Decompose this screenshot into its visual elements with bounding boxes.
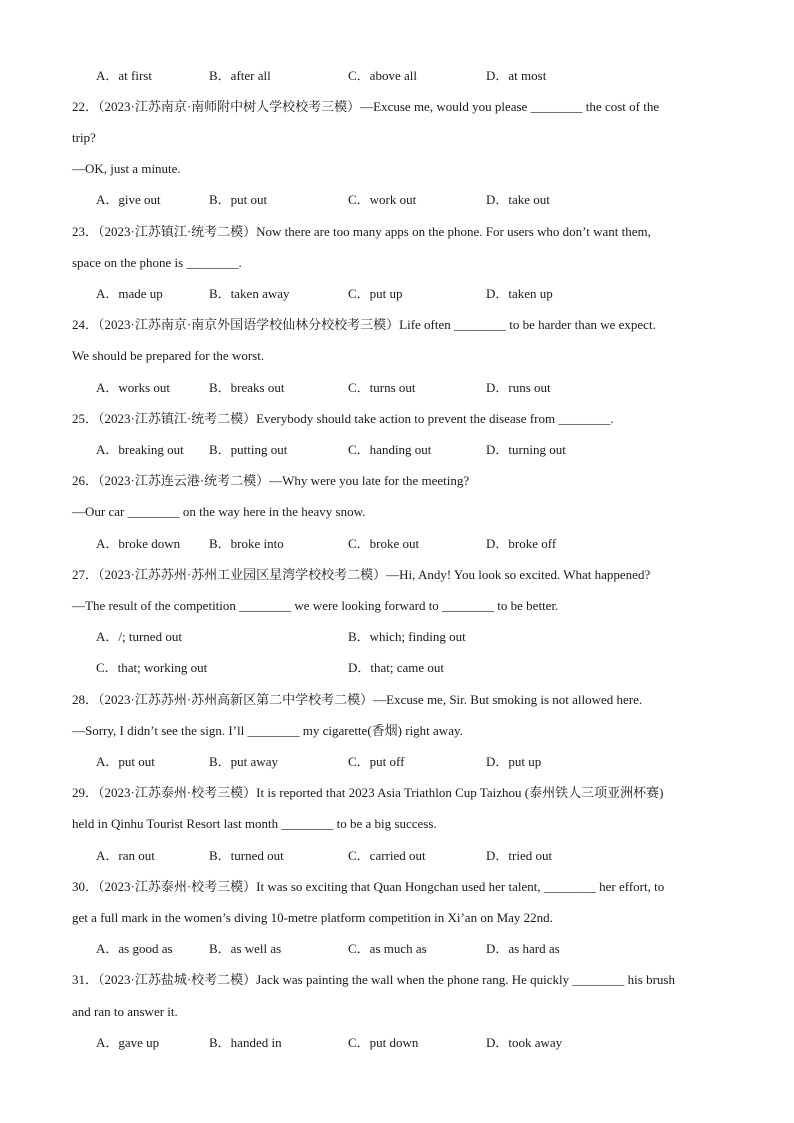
question-22-stem-line-1: 22．（2023·江苏南京·南师附中树人学校校考三模）—Excuse me, would you please ________ the cost of the <box>72 99 660 114</box>
question-28-stem-line-1: 28．（2023·江苏苏州·苏州高新区第二中学校考二模）—Excuse me, Sir. But smoking is not allowed here. <box>72 692 643 707</box>
option-d: D．took away <box>486 1035 563 1050</box>
option-b: B．breaks out <box>209 380 285 395</box>
option-b: B．put out <box>209 192 268 207</box>
option-a: A．broke down <box>96 536 181 551</box>
option-b: B．after all <box>209 68 271 83</box>
option-d: D．turning out <box>486 442 566 457</box>
option-a: A．gave up <box>96 1035 160 1050</box>
question-29-stem-line-1: 29．（2023·江苏泰州·校考三模）It is reported that 2023 Asia Triathlon Cup Taizhou (泰州铁人三项亚洲杯赛) <box>72 785 664 800</box>
question-31-stem-line-1: 31．（2023·江苏盐城·校考二模）Jack was painting the wall when the phone rang. He quickly ________ his brush <box>72 972 675 987</box>
option-d: D．runs out <box>486 380 551 395</box>
option-d: D．taken up <box>486 286 553 301</box>
options-row-q21 <box>0 67 794 85</box>
option-b: B．putting out <box>209 442 288 457</box>
option-b: B．put away <box>209 754 278 769</box>
options-row-q27-2 <box>0 659 794 677</box>
option-b: B．broke into <box>209 536 284 551</box>
option-a: A．works out <box>96 380 171 395</box>
option-c: C．above all <box>348 68 417 83</box>
options-row-q30 <box>0 940 794 958</box>
option-a: A．ran out <box>96 848 155 863</box>
option-c: C．handing out <box>348 442 432 457</box>
question-31-stem-line-2: and ran to answer it. <box>72 1004 178 1019</box>
options-row-q28 <box>0 753 794 771</box>
question-24-stem-line-1: 24．（2023·江苏南京·南京外国语学校仙林分校校考三模）Life often ________ to be harder than we expect. <box>72 317 656 332</box>
question-30-stem-line-2: get a full mark in the women’s diving 10-metre platform competition in Xi’an on May 22nd. <box>72 910 553 925</box>
option-c: C．put up <box>348 286 403 301</box>
question-30-stem-line-1: 30．（2023·江苏泰州·校考三模）It was so exciting that Quan Hongchan used her talent, ________ her effort, to <box>72 879 665 894</box>
option-c: C．put down <box>348 1035 419 1050</box>
question-28-stem-line-2: —Sorry, I didn’t see the sign. I’ll ________ my cigarette(香烟) right away. <box>72 723 463 738</box>
options-row-q31 <box>0 1034 794 1052</box>
option-d: D．as hard as <box>486 941 560 956</box>
options-row-q27-1 <box>0 628 794 646</box>
option-c: C．carried out <box>348 848 426 863</box>
option-a: A．as good as <box>96 941 173 956</box>
option-c: C．as much as <box>348 941 427 956</box>
option-b: B．as well as <box>209 941 282 956</box>
question-23-stem-line-1: 23．（2023·江苏镇江·统考二模）Now there are too many apps on the phone. For users who don’t want them, <box>72 224 651 239</box>
option-d: D．broke off <box>486 536 557 551</box>
option-c: C．broke out <box>348 536 420 551</box>
question-29-stem-line-2: held in Qinhu Tourist Resort last month ________ to be a big success. <box>72 816 437 831</box>
options-row-q23 <box>0 285 794 303</box>
option-a: A．breaking out <box>96 442 184 457</box>
option-d: D．at most <box>486 68 547 83</box>
option-c: C．work out <box>348 192 417 207</box>
question-26-stem-line-2: —Our car ________ on the way here in the heavy snow. <box>72 504 366 519</box>
options-row-q26 <box>0 535 794 553</box>
question-22-stem-line-2: trip? <box>72 130 96 145</box>
question-27-stem-line-1: 27．（2023·江苏苏州·苏州工业园区星湾学校校考二模）—Hi, Andy! You look so excited. What happened? <box>72 567 651 582</box>
question-22-stem-line-3: —OK, just a minute. <box>72 161 181 176</box>
option-b: B．handed in <box>209 1035 282 1050</box>
option-c: C．that; working out <box>96 660 208 675</box>
option-c: C．put off <box>348 754 405 769</box>
option-b: B．which; finding out <box>348 629 466 644</box>
options-row-q24 <box>0 379 794 397</box>
options-row-q29 <box>0 847 794 865</box>
options-row-q22 <box>0 191 794 209</box>
option-d: D．tried out <box>486 848 553 863</box>
option-a: A．at first <box>96 68 152 83</box>
question-27-stem-line-2: —The result of the competition ________ we were looking forward to ________ to be better. <box>72 598 559 613</box>
option-a: A．give out <box>96 192 161 207</box>
option-a: A．made up <box>96 286 163 301</box>
question-23-stem-line-2: space on the phone is ________. <box>72 255 242 270</box>
option-b: B．turned out <box>209 848 284 863</box>
option-c: C．turns out <box>348 380 416 395</box>
option-b: B．taken away <box>209 286 290 301</box>
question-26-stem-line-1: 26．（2023·江苏连云港·统考二模）—Why were you late for the meeting? <box>72 473 470 488</box>
option-d: D．put up <box>486 754 542 769</box>
question-24-stem-line-2: We should be prepared for the worst. <box>72 348 265 363</box>
option-d: D．take out <box>486 192 550 207</box>
option-a: A．/; turned out <box>96 629 182 644</box>
option-a: A．put out <box>96 754 155 769</box>
options-row-q25 <box>0 441 794 459</box>
option-d: D．that; came out <box>348 660 445 675</box>
question-25-stem-line-1: 25．（2023·江苏镇江·统考二模）Everybody should take action to prevent the disease from ________. <box>72 411 614 426</box>
